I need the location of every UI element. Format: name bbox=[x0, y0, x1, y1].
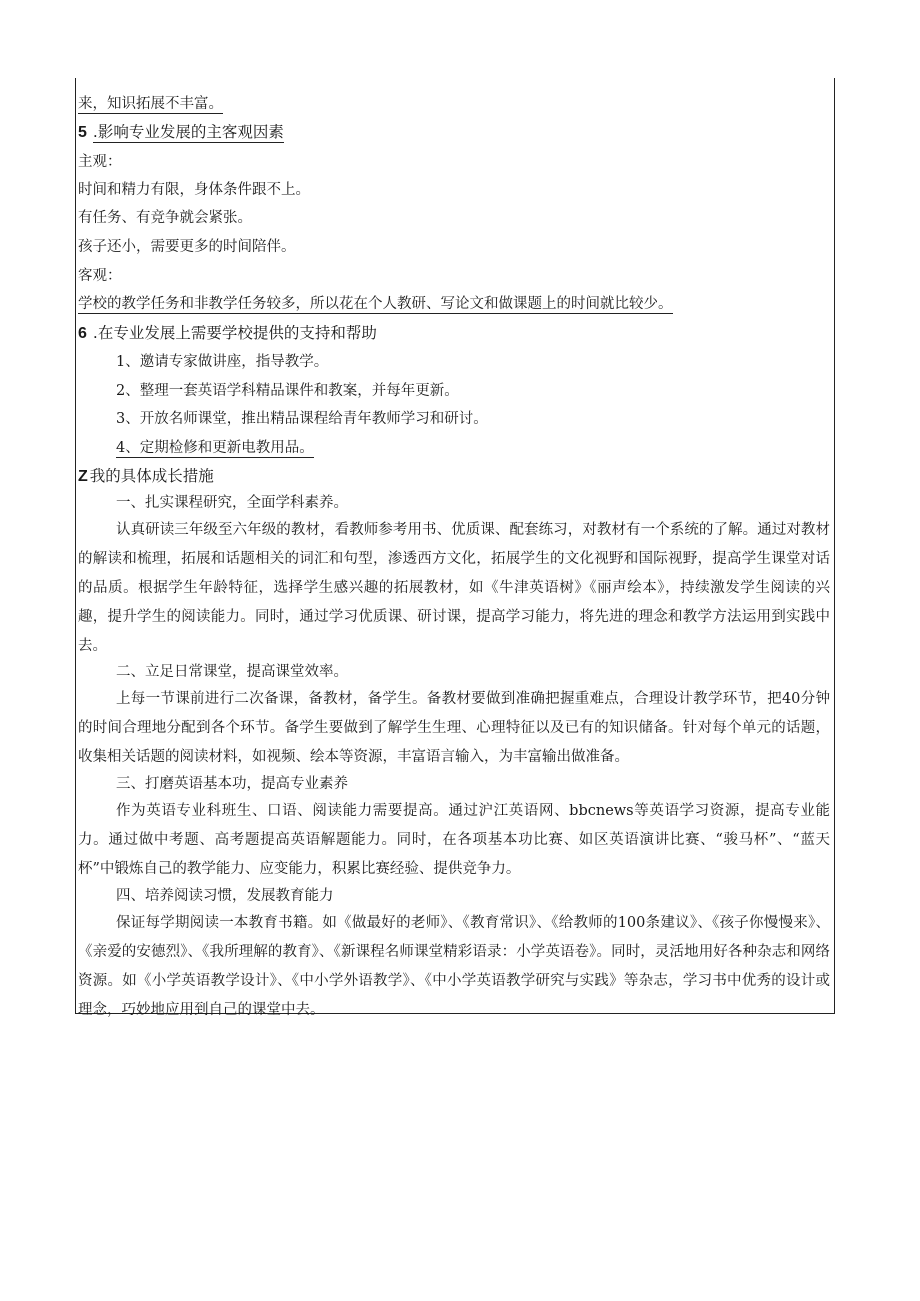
section-5-number: 5 bbox=[78, 124, 87, 141]
support-item: 1、邀请专家做讲座，指导教学。 bbox=[116, 354, 329, 370]
measure-body: 保证每学期阅读一本教育书籍。如《做最好的老师》、《教育常识》、《给教师的100条建议》、《孩子你慢慢来》、《亲爱的安德烈》、《我所理解的教育》、《新课程名师课堂精彩语录：小学英语卷》。同时，灵活地用好各种杂志和网络资源。如《小学英语教学设计》、《中小学外语教学》、《中小学英语教学研究与实践》等杂志，学习书中优秀的设计或理念，巧妙地应用到自己的课堂中去。 bbox=[78, 915, 830, 1018]
continuation-line: 来，知识拓展不丰富。 bbox=[78, 96, 223, 112]
measure-body: 作为英语专业科班生、口语、阅读能力需要提高。通过沪江英语网、bbcnews等英语学习资源，提高专业能力。通过做中考题、高考题提高英语解题能力。同时，在各项基本功比赛、如区英语演讲比赛、“骏马杯”、“蓝天杯”中锻炼自己的教学能力、应变能力，积累比赛经验、提供竞争力。 bbox=[78, 803, 830, 877]
objective-label: 客观： bbox=[78, 268, 122, 284]
subjective-item: 时间和精力有限，身体条件跟不上。 bbox=[78, 182, 310, 198]
section-7-heading bbox=[78, 466, 214, 487]
measure-heading: 二、立足日常课堂，提高课堂效率。 bbox=[116, 664, 348, 680]
measure-heading: 四、培养阅读习惯，发展教育能力 bbox=[116, 888, 334, 904]
measure-body: 上每一节课前进行二次备课，备教材，备学生。备教材要做到准确把握重难点，合理设计教学环节，把40分钟的时间合理地分配到各个环节。备学生要做到了解学生生理、心理特征以及已有的知识储备。针对每个单元的话题，收集相关话题的阅读材料，如视频、绘本等资源，丰富语言输入，为丰富输出做准备。 bbox=[78, 691, 830, 765]
section-6-number: 6 bbox=[78, 325, 87, 342]
section-5-heading bbox=[78, 122, 284, 143]
support-item: 4、定期检修和更新电教用品。 bbox=[116, 440, 314, 456]
support-item: 2、整理一套英语学科精品课件和教案，并每年更新。 bbox=[116, 383, 459, 399]
objective-text: 学校的教学任务和非教学任务较多，所以花在个人教研、写论文和做课题上的时间就比较少。 bbox=[78, 296, 673, 312]
subjective-item: 有任务、有竞争就会紧张。 bbox=[78, 210, 252, 226]
measure-heading: 一、扎实课程研究，全面学科素养。 bbox=[116, 495, 348, 511]
measure-body: 认真研读三年级至六年级的教材，看教师参考用书、优质课、配套练习，对教材有一个系统的了解。通过对教材的解读和梳理，拓展和话题相关的词汇和句型，渗透西方文化，拓展学生的文化视野和国际视野，提高学生课堂对话的品质。根据学生年龄特征，选择学生感兴趣的拓展教材，如《牛津英语树》《丽声绘本》，持续激发学生阅读的兴趣，提升学生的阅读能力。同时，通过学习优质课、研讨课，提高学习能力，将先进的理念和教学方法运用到实践中去。 bbox=[78, 522, 830, 654]
measure-heading: 三、打磨英语基本功，提高专业素养 bbox=[116, 776, 348, 792]
section-7-title: 我的具体成长措施 bbox=[89, 467, 214, 485]
section-5-title: .影响专业发展的主客观因素 bbox=[92, 123, 284, 141]
subjective-item: 孩子还小，需要更多的时间陪伴。 bbox=[78, 239, 296, 255]
section-7-number: Z bbox=[78, 468, 88, 485]
support-item: 3、开放名师课堂，推出精品课程给青年教师学习和研讨。 bbox=[116, 411, 488, 427]
subjective-label: 主观： bbox=[78, 154, 122, 170]
section-6-heading bbox=[78, 323, 377, 344]
section-6-title: .在专业发展上需要学校提供的支持和帮助 bbox=[92, 324, 377, 342]
